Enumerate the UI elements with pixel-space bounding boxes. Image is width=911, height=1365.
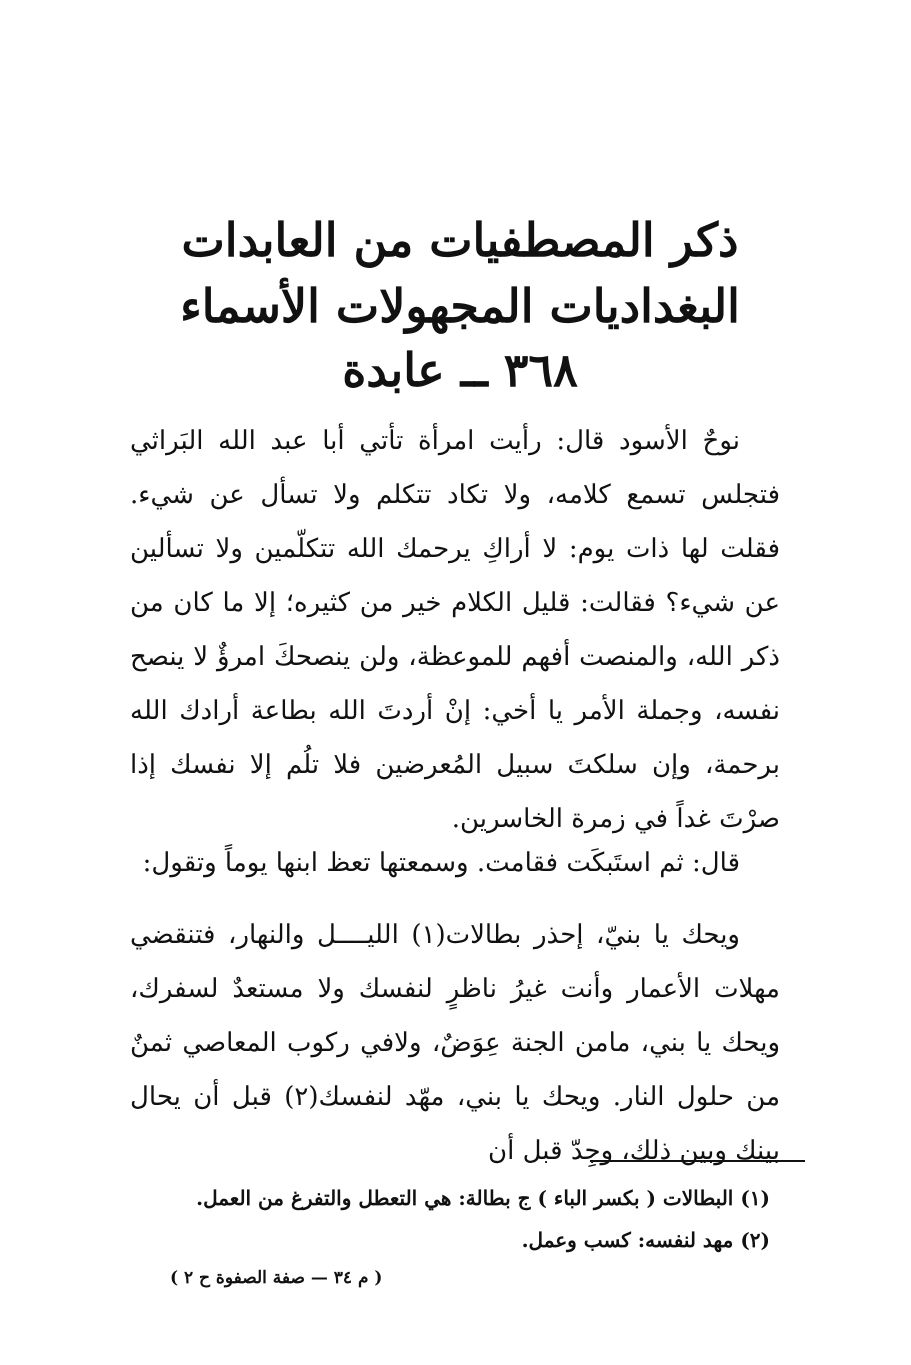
page-signature: ( م ٣٤ — صفة الصفوة ح ٢ ) (170, 1268, 383, 1288)
footnote-divider (590, 1160, 805, 1162)
chapter-title-line-1: ذكر المصطفيات من العابدات (181, 213, 739, 267)
entry-heading: ٣٦٨ ــ عابدة (342, 343, 578, 397)
footnote-2: (٢) مهد لنفسه: كسب وعمل. (521, 1228, 770, 1252)
paragraph-2-text: قال: ثم استَبكَت فقامت. وسمعتها تعظ ابنها يوماً وتقول: (142, 848, 740, 878)
chapter-title-line-2: البغداديات المجهولات الأسماء (180, 279, 740, 333)
footnote-1: (١) البطالات ( بكسر الباء ) ج بطالة: هي التعطل والتفرغ من العمل. (196, 1186, 770, 1210)
paragraph-3 (130, 908, 780, 1178)
paragraph-1-text: نوحٌ الأسود قال: رأيت امرأة تأتي أبا عبد الله البَراثي فتجلس تسمع كلامه، ولا تكاد تتكلم ولا تسأل عن شيء. فقلت لها ذات يوم: لا أراكِ يرحمك الله تتكلّمين ولا تسألين عن شيء؟ فقالت: قليل الكلام خير من كثيره؛ إلا ما كان من ذكر الله، والمنصت أفهم للموعظة، ولن ينصحكَ امرؤٌ لا ينصح نفسه، وجملة الأمر يا أخي: إنْ أردتَ الله بطاعة أرادك الله برحمة، وإن سلكتَ سبيل المُعرضين فلا تلُم إلا نفسك إذا صرْتَ غداً في زمرة الخاسرين. (130, 426, 780, 834)
paragraph-2 (130, 836, 780, 890)
paragraph-3-text: ويحك يا بنيّ، إحذر بطالات(١) الليــــل والنهار، فتنقضي مهلات الأعمار وأنت غيرُ ناظرٍ لنفسك ولا مستعدٌ لسفرك، ويحك يا بني، مامن الجنة عِوَضٌ، ولافي ركوب المعاصي ثمنٌ من حلول النار. ويحك يا بني، مهّد لنفسك(٢) قبل أن يحال بينك وبين ذلك، وجِدّ قبل أن (130, 920, 780, 1166)
paragraph-1 (130, 414, 780, 846)
